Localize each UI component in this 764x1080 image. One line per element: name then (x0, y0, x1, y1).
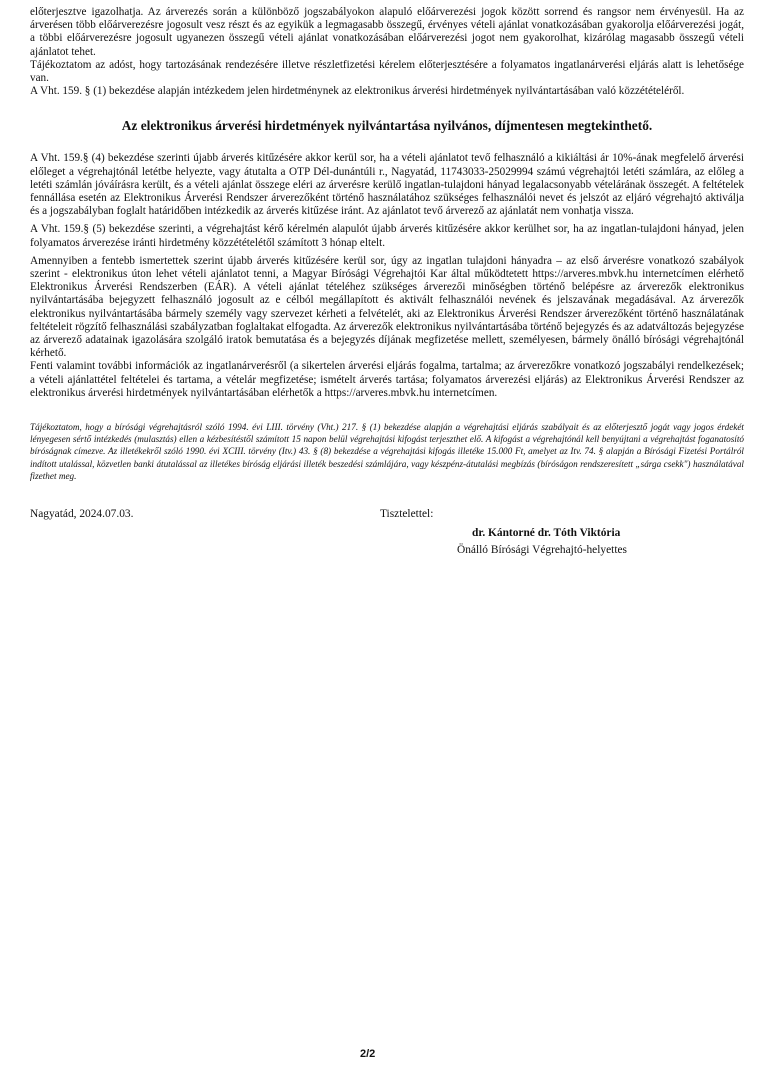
document-page (30, 6, 744, 568)
page-number: 2/2 (360, 1048, 376, 1060)
paragraph-debtor-information: Tájékoztatom az adóst, hogy tartozásának rendezésére illetve részletfizetési kérelem előterjesztésére a folyamatos ingatlanárverési eljárás alatt is lehetősége van. (30, 58, 744, 85)
paragraph-publication-order: A Vht. 159. § (1) bekezdése alapján intézkedem jelen hirdetménynek az elektronikus árverési hirdetmények nyilvántartásában való közzétételéről. (30, 85, 685, 98)
signer-name: dr. Kántorné dr. Tóth Viktória (472, 527, 621, 540)
closing-salutation: Tisztelettel: (380, 508, 434, 521)
legal-remedy-notice: Tájékoztatom, hogy a bírósági végrehajtásról szóló 1994. évi LIII. törvény (Vht.) 217. § (1) bekezdése alapján a végrehajtási eljárás szabályait és az előterjesztő jogát vagy jogos érdekét lényegesen sértő intézkedés (mulasztás) ellen a kézbesítéstől számított 15 napon belül végrehajtási kifogást terjeszthet elő. A kifogást a végrehajtónál kell benyújtani a végrehajtást foganatosító bíróságnak címezve. Az illetékekről szóló 1990. évi XCIII. törvény (Itv.) 43. § (8) bekezdése a végrehajtási kifogás illetéke 15.000 Ft, amelyet az Itv. 74. § alapján a Bírósági Fizetési Portálról indított utalással, közvetlen banki átutalással az illetékes bíróság eljárási illeték beszedési számlájára, vagy készpénz-átutalási megbízás (bíróságon rendszeresített „sárga csekk") használatával fizethet meg. (30, 422, 744, 481)
section-heading: Az elektronikus árverési hirdetmények nyilvántartása nyilvános, díjmentesen megtekinthető. (121, 118, 653, 134)
signature-block (30, 508, 744, 568)
paragraph-electronic-bidding: Amennyiben a fentebb ismertettek szerint újabb árverés kitűzésére kerül sor, úgy az ingatlan tulajdoni hányadra – az első árverésre vonatkozó szabályok szerint - elektronikus úton lehet vételi ajánlatot tenni, a Magyar Bírósági Végrehajtói Kar által működtetett https://arveres.mbvk.hu internetcímen elérhető Elektronikus Árverési Rendszerben (EÁR). A vételi ajánlat tételéhez szükséges árverezői minőségben történő belépésre az árverezők elektronikus nyilvántartásába bejegyzett felhasználó jogosult az e célból megállapított és aktivált felhasználói nevének és jelszavának megadásával. Az árverezők elektronikus nyilvántartásába bármely személy vagy szervezet kérheti a felvételét, aki az Elektronikus Árverési Rendszer árverezőként történő használatának feltételeit rögzítő felhasználási szabályzatban foglaltakat elfogadta. Az árverezők elektronikus nyilvántartásába történő bejegyzés és az adatváltozás bejegyzése az árverező adatainak igazolására szolgáló iratok bemutatása és a bejegyzés díjának megfizetése mellett, személyesen, bármely önálló bírósági végrehajtónál kérhető. (30, 254, 744, 360)
signer-title: Önálló Bírósági Végrehajtó-helyettes (457, 544, 627, 557)
place-and-date: Nagyatád, 2024.07.03. (30, 508, 134, 521)
paragraph-pre-emption-rights: előterjesztve igazolhatja. Az árverezés során a különböző jogszabályokon alapuló előárverezési jogok között sorrend és rangsor nem érvényesül. Ha az árverésen több előárverezésre jogosult vesz részt és az egyikük a legmagasabb összegű, érvényes vételi ajánlat vonatkozásában gyakorolja előárverezési jogát, a többi előárverezésre jogosult ugyanezen összegű vételi ajánlat vonatkozásában előárverezési jogot nem gyakorolhat, kizárólag magasabb összegű vételi ajánlatot tehet. (30, 6, 744, 58)
paragraph-further-information: Fenti valamint további információk az ingatlanárverésről (a sikertelen árverési eljárás fogalma, tartalma; az árverezőkre vonatkozó jogszabályi rendelkezések; a vételi ajánlattétel feltételei és tartama, a vételár megfizetése; ismételt árverés tartása; folyamatos árverezési eljárás) az Elektronikus Árverési Rendszer az elektronikus árverési hirdetmények nyilvántartásában elérhetők a https://arveres.mbvk.hu internetcímen. (30, 360, 744, 399)
paragraph-new-auction-deposit: A Vht. 159.§ (4) bekezdése szerinti újabb árverés kitűzésére akkor kerül sor, ha a vételi ajánlatot tevő felhasználó a kikiáltási ár 10%-ának megfelelő árverési előleget a végrehajtónál letétbe helyezte, vagy átutalta a OTP Dél-dunántúli r., Nagyatád, 11743033-25029994 számú végrehajtói letéti számlára, az előleg a letéti számlán jóváírásra került, és a vételi ajánlat összege eléri az árverésre kerülő ingatlan-tulajdoni hányad legalacsonyabb vételárának összegét. A feltételek fennállása esetén az Elektronikus Árverési Rendszer árverezőként történő használatához szükséges felhasználói nevet és jelszót az eljáró végrehajtó aktiválja és a jogszabályban foglalt határidőben intézkedik az árverés kitűzése iránt. Az ajánlatot tevő árverező az ajánlatát nem vonhatja vissza. (30, 152, 744, 218)
paragraph-new-auction-three-months: A Vht. 159.§ (5) bekezdése szerinti, a végrehajtást kérő kérelmén alapulót újabb árverés kitűzésére akkor kerülhet sor, ha az ingatlan-tulajdoni hányad, jelen folyamatos árverezése iránti hirdetmény közzétételétől számított 3 hónap eltelt. (30, 223, 744, 249)
